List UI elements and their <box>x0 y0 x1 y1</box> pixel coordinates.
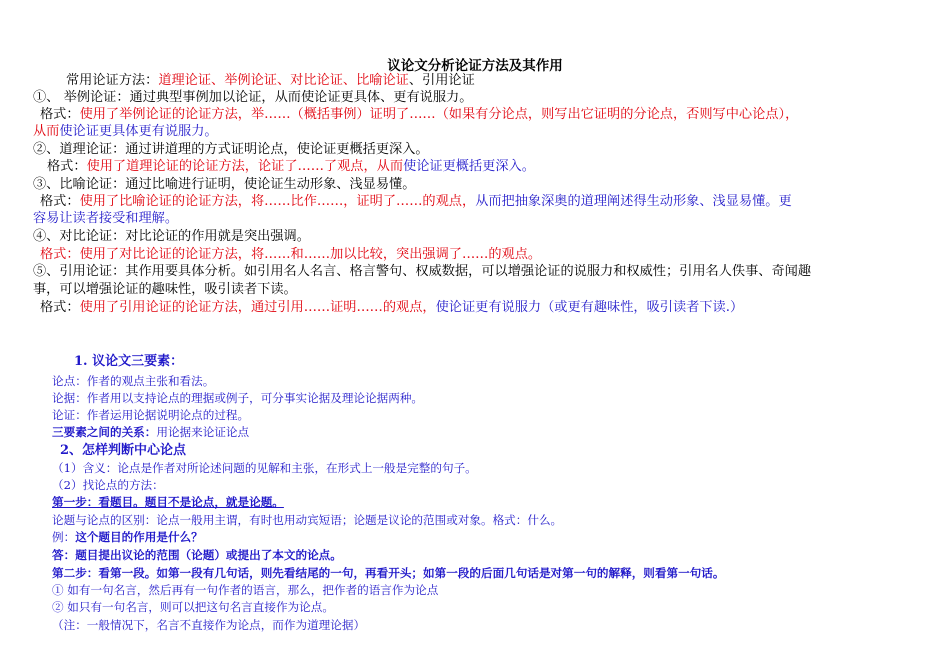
metaphor-format <box>40 193 792 210</box>
metaphor-format-blue: 从而把抽象深奥的道理阐述得生动形象、浅显易懂。更 <box>475 194 792 209</box>
rule-note: （注：一般情况下，名言不直接作为论点，而作为道理论据） <box>52 618 366 632</box>
example-format-cont-blue: 使论证更具体更有说服力。 <box>59 124 218 139</box>
reason-definition: ②、道理论证：通过讲道理的方式证明论点，使论证更概括更深入。 <box>33 142 429 157</box>
element-argument: 论证：作者运用论据说明论点的过程。 <box>52 408 250 422</box>
reason-format-red: 使用了道理论证的论证方法，论证了……了观点，从而 <box>86 159 404 174</box>
thesis-meaning: （1）含义：论点是作者对所论述问题的见解和主张，在形式上一般是完整的句子。 <box>52 461 477 475</box>
element-thesis: 论点：作者的观点主张和看法。 <box>52 374 215 388</box>
intro-line <box>66 72 475 89</box>
example-format-cont <box>33 123 218 140</box>
section-heading-elements: 1. 议论文三要素： <box>74 354 184 369</box>
rule-two: ② 如只有一句名言，则可以把这句名言直接作为论点。 <box>52 600 334 614</box>
contrast-format-text: 使用了对比论证的论证方法，将……和……加以比较，突出强调了……的观点。 <box>79 247 542 262</box>
element-relation <box>52 425 249 440</box>
quote-definition-1: ⑤、引用论证：其作用要具体分析。如引用名人名言、格言警句、权威数据，可以增强论证的说服力和权威性；引用名人佚事、奇闻趣 <box>33 264 812 279</box>
metaphor-definition: ③、比喻论证：通过比喻进行证明，使论证生动形象、浅显易懂。 <box>33 177 416 192</box>
metaphor-format-red: 使用了比喻论证的论证方法，将……比作……，证明了……的观点， <box>79 194 476 209</box>
example-definition: ①、 举例论证：通过典型事例加以论证，从而使论证更具体、更有说服力。 <box>33 90 473 105</box>
contrast-format <box>40 246 541 263</box>
example-format-label: 格式： <box>40 107 80 122</box>
example-format-text: 使用了举例论证的论证方法，举……（概括事例）证明了……（如果有分论点，则写出它证明的分论点，否则写中心论点）， <box>79 107 799 122</box>
metaphor-format-label: 格式： <box>40 194 80 209</box>
example-format-cont-red: 从而 <box>33 124 60 139</box>
rule-one: ① 如有一句名言，然后再有一句作者的语言，那么，把作者的语言作为论点 <box>52 583 439 597</box>
step-two: 第二步：看第一段。如第一段有几句话，则先看结尾的一句，再看开头；如第一段的后面几句话是对第一句的解释，则看第一句话。 <box>52 566 725 580</box>
question-text: 这个题目的作用是什么？ <box>75 530 203 544</box>
reason-format-blue: 使论证更概括更深入。 <box>403 159 535 174</box>
answer-line: 答：题目提出议论的范围（论题）或提出了本文的论点。 <box>52 548 342 562</box>
intro-label: 常用论证方法： <box>66 73 159 88</box>
quote-format-blue: 使论证更有说服力（或更有趣味性，吸引读者下读.） <box>435 300 744 315</box>
element-relation-label: 三要素之间的关系： <box>52 425 157 439</box>
section-heading-thesis: 2、怎样判断中心论点 <box>60 443 187 458</box>
step-one: 第一步：看题目。题目不是论点，就是论题。 <box>52 495 284 509</box>
quote-format-label: 格式： <box>40 300 80 315</box>
quote-format <box>40 299 743 316</box>
intro-methods: 道理论证、举例论证、对比论证、比喻论证 <box>158 73 409 88</box>
reason-format <box>47 158 535 175</box>
reason-format-label: 格式： <box>47 159 87 174</box>
contrast-format-label: 格式： <box>40 247 80 262</box>
metaphor-format-cont: 容易让读者接受和理解。 <box>33 211 179 226</box>
document-title: 议论文分析论证方法及其作用 <box>387 58 563 74</box>
quote-format-red: 使用了引用论证的论证方法，通过引用……证明……的观点， <box>79 300 436 315</box>
quote-definition-2: 事，可以增强论证的趣味性，吸引读者下读。 <box>33 282 297 297</box>
element-evidence: 论据：作者用以支持论点的理据或例子，可分事实论据及理论论据两种。 <box>52 391 424 405</box>
thesis-method: （2）找论点的方法： <box>52 478 164 492</box>
question-label: 例： <box>52 530 76 544</box>
example-format <box>40 106 798 123</box>
intro-tail: 、引用论证 <box>408 73 475 88</box>
question-line <box>52 530 203 545</box>
topic-vs-thesis: 论题与论点的区别：论点一般用主谓，有时也用动宾短语；论题是议论的范围或对象。格式：什么。 <box>52 513 563 527</box>
contrast-definition: ④、对比论证：对比论证的作用就是突出强调。 <box>33 229 310 244</box>
element-relation-text: 用论据来论证论点 <box>156 425 250 439</box>
